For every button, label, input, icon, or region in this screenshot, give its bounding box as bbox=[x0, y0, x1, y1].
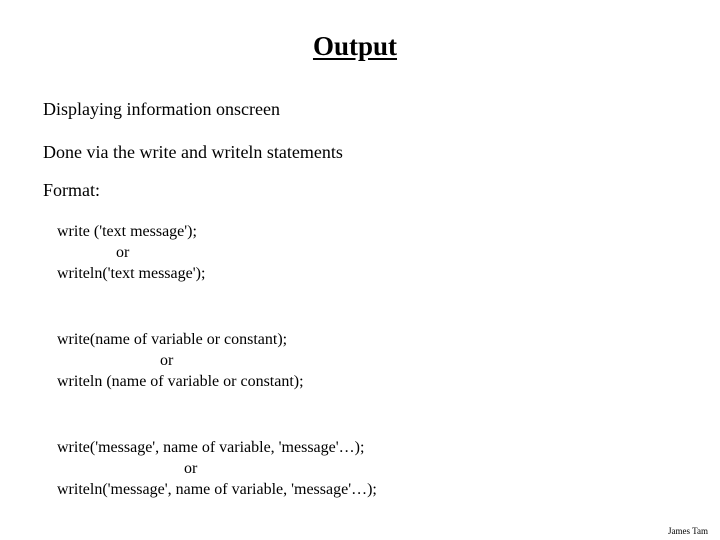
slide-title: Output bbox=[312, 31, 398, 61]
bullet-format-heading: Format: bbox=[43, 180, 100, 200]
code-line-write: write ('text message'); bbox=[57, 223, 197, 240]
format-example-mixed bbox=[57, 437, 377, 500]
or-separator: or bbox=[160, 352, 174, 369]
footer-author: James Tam bbox=[668, 526, 708, 536]
code-line-writeln: writeln('message', name of variable, 'message'…); bbox=[57, 481, 377, 498]
code-line-writeln: writeln (name of variable or constant); bbox=[57, 373, 304, 390]
code-line-write: write('message', name of variable, 'message'…); bbox=[57, 439, 365, 456]
code-line-writeln: writeln('text message'); bbox=[57, 265, 206, 282]
or-separator: or bbox=[184, 460, 198, 477]
format-example-text-message bbox=[57, 221, 205, 284]
bullet-displaying-info: Displaying information onscreen bbox=[43, 99, 280, 119]
format-example-variable bbox=[57, 329, 304, 392]
or-separator: or bbox=[116, 244, 130, 261]
bullet-write-writeln: Done via the write and writeln statements bbox=[43, 142, 343, 162]
code-line-write: write(name of variable or constant); bbox=[57, 331, 288, 348]
